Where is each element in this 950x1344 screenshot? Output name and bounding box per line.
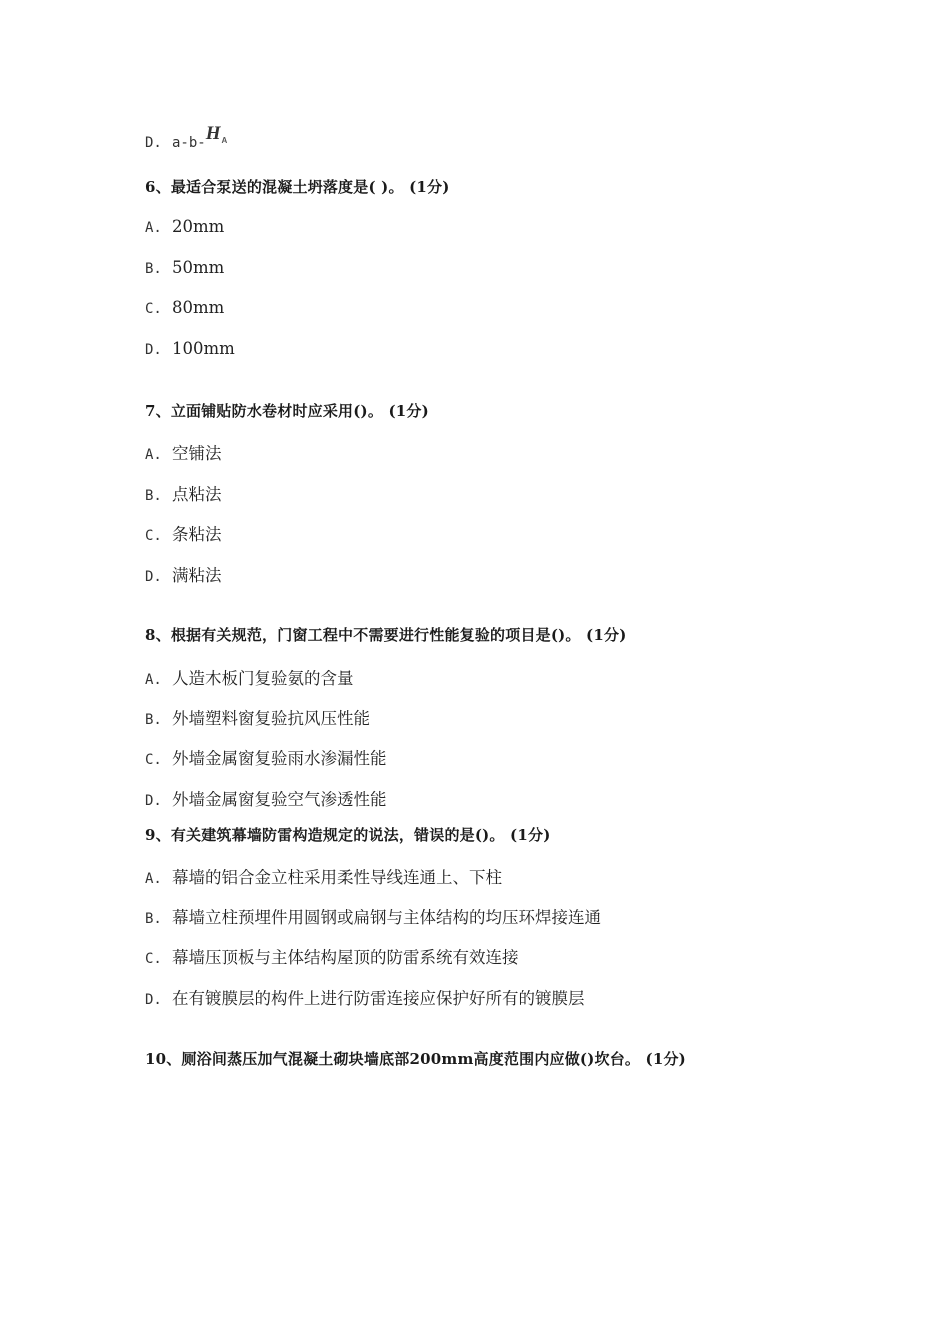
option-text: 50mm bbox=[172, 258, 225, 277]
option-letter: D. bbox=[145, 793, 162, 809]
q7-option-b bbox=[145, 481, 222, 505]
option-letter: D. bbox=[145, 569, 162, 585]
q8-option-c bbox=[145, 745, 387, 769]
q8-option-b bbox=[145, 705, 370, 729]
formula-subscript: A bbox=[221, 136, 228, 145]
option-text: 外墙金属窗复验雨水渗漏性能 bbox=[172, 749, 387, 768]
q8-stem: 8、根据有关规范，门窗工程中不需要进行性能复验的项目是()。 (1分) bbox=[145, 626, 627, 644]
q9-option-b bbox=[145, 904, 601, 928]
option-text: 20mm bbox=[172, 217, 225, 236]
option-text: 外墙金属窗复验空气渗透性能 bbox=[172, 790, 387, 809]
q7-option-a bbox=[145, 440, 222, 464]
option-text: 外墙塑料窗复验抗风压性能 bbox=[172, 709, 370, 728]
option-letter: A. bbox=[145, 447, 162, 463]
option-letter: C. bbox=[145, 301, 162, 317]
q9-stem: 9、有关建筑幕墙防雷构造规定的说法，错误的是()。 (1分) bbox=[145, 826, 551, 844]
option-letter: B. bbox=[145, 488, 162, 504]
option-text: 点粘法 bbox=[172, 485, 222, 504]
option-letter: D. bbox=[145, 342, 162, 358]
q6-option-c bbox=[145, 298, 224, 317]
option-text: 条粘法 bbox=[172, 525, 222, 544]
q8-option-a bbox=[145, 665, 354, 689]
option-text: 在有镀膜层的构件上进行防雷连接应保护好所有的镀膜层 bbox=[172, 989, 585, 1008]
q9-option-c bbox=[145, 944, 519, 968]
q6-option-d bbox=[145, 339, 235, 358]
option-text: 幕墙压顶板与主体结构屋顶的防雷系统有效连接 bbox=[172, 948, 519, 967]
q8-option-d bbox=[145, 786, 387, 810]
q7-option-c bbox=[145, 521, 222, 545]
q5-option-d bbox=[145, 123, 228, 153]
option-text: 空铺法 bbox=[172, 444, 222, 463]
q10-stem: 10、厕浴间蒸压加气混凝土砌块墙底部200mm高度范围内应做()坎台。 (1分) bbox=[145, 1050, 686, 1068]
option-letter: C. bbox=[145, 752, 162, 768]
option-text: 人造木板门复验氨的含量 bbox=[172, 669, 354, 688]
q6-stem: 6、最适合泵送的混凝土坍落度是( )。 (1分) bbox=[145, 178, 450, 196]
option-text: 满粘法 bbox=[172, 566, 222, 585]
option-text: 100mm bbox=[172, 339, 235, 358]
q6-option-b bbox=[145, 258, 224, 277]
option-letter: A. bbox=[145, 871, 162, 887]
option-letter: D. bbox=[145, 135, 162, 151]
q7-option-d bbox=[145, 562, 222, 586]
option-letter: B. bbox=[145, 911, 162, 927]
option-letter: D. bbox=[145, 992, 162, 1008]
formula-text: a-b- bbox=[172, 135, 206, 151]
option-text: 幕墙的铝合金立柱采用柔性导线连通上、下柱 bbox=[172, 868, 502, 887]
option-text: 幕墙立柱预埋件用圆钢或扁钢与主体结构的均压环焊接连通 bbox=[172, 908, 601, 927]
q7-stem: 7、立面铺贴防水卷材时应采用()。 (1分) bbox=[145, 402, 429, 420]
q9-option-d bbox=[145, 985, 585, 1009]
option-letter: A. bbox=[145, 672, 162, 688]
option-letter: C. bbox=[145, 528, 162, 544]
option-text: 80mm bbox=[172, 298, 225, 317]
formula-variable: H bbox=[205, 123, 221, 144]
option-letter: A. bbox=[145, 220, 162, 236]
option-letter: B. bbox=[145, 261, 162, 277]
q9-option-a bbox=[145, 864, 502, 888]
q6-option-a bbox=[145, 217, 224, 236]
option-letter: B. bbox=[145, 712, 162, 728]
option-letter: C. bbox=[145, 951, 162, 967]
